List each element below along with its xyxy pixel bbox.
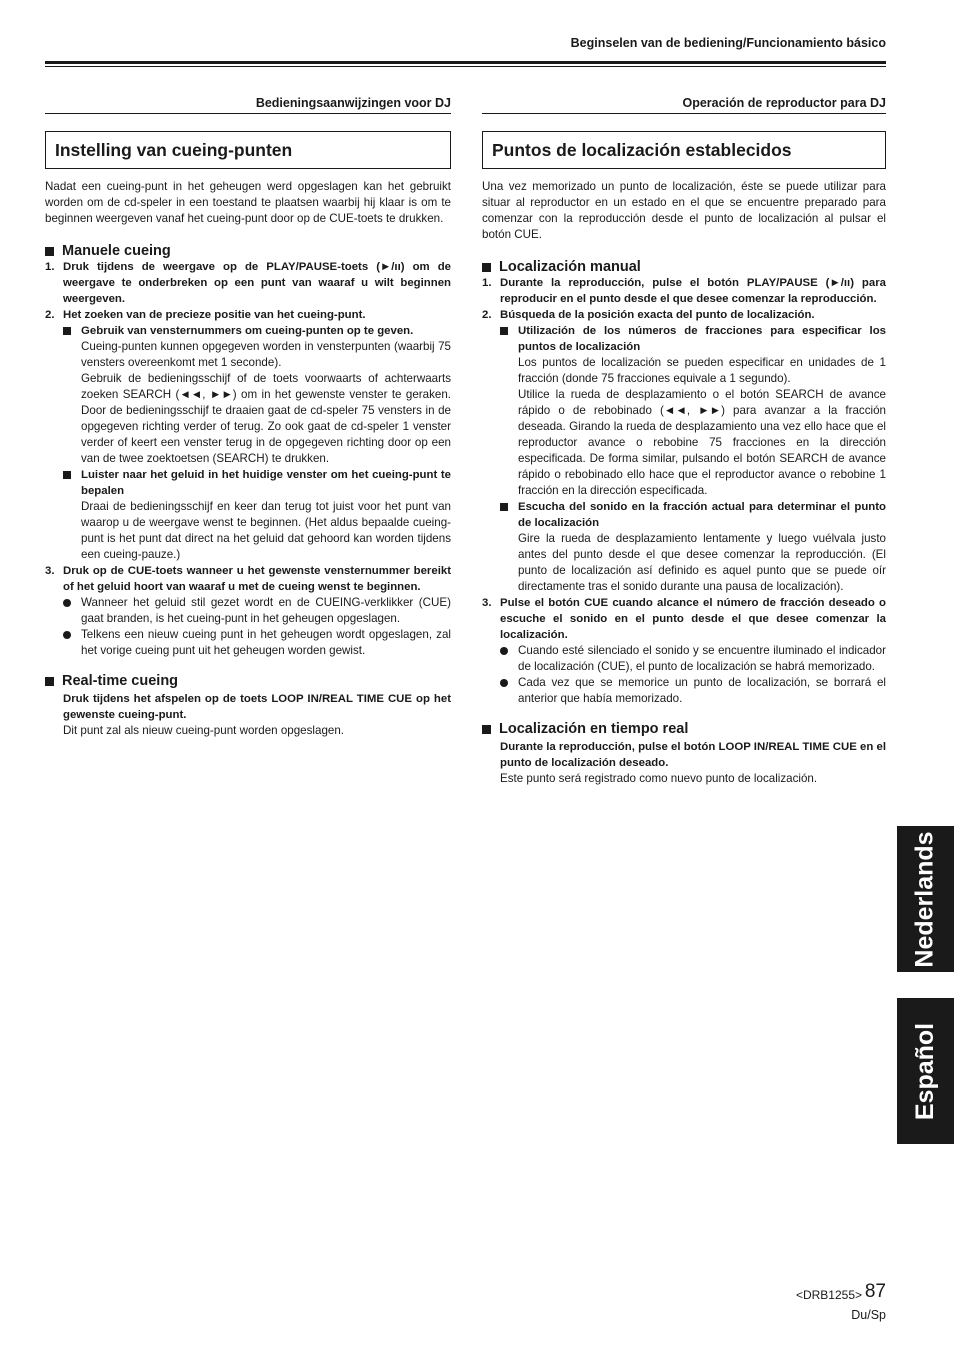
bullet-text: Cuando esté silenciado el sonido y se encuentre iluminado el indicador de localización (CUE), el punto de localización se habrá memorizado.: [518, 644, 886, 673]
intro-paragraph: Nadat een cueing-punt in het geheugen werd opgeslagen kan het gebruikt worden om de cd-speler in een toestand te plaatsen waarbij hij klaar is om te beginnen weergeven vanaf het cueing-punt door op de CUE-toets te drukken.: [45, 180, 451, 225]
square-bullet-icon: [45, 677, 54, 686]
step-1: [45, 259, 451, 307]
step-text: Druk tijdens de weergave op de PLAY/PAUSE-toets (►/ıı) om de weergave te onderbreken op een punt van waaraf u wilt beginnen weergeven.: [63, 261, 451, 305]
paragraph: Gire la rueda de desplazamiento lentamente y luego vuélvala justo antes del punto desde el que desee comenzar la reproducción. (El punto de localización así definido es aquel punto que se puede oír directamente tras el sonido durante una pausa de localización).: [518, 532, 886, 593]
bullet-item: [500, 643, 886, 675]
bullet-text: Wanneer het geluid stil gezet wordt en de CUEING-verklikker (CUE) gaat branden, is het cueing-punt in het geheugen opgeslagen.: [81, 596, 451, 625]
step-2: [45, 307, 451, 323]
header-rule-thin: [45, 66, 886, 67]
bullet-item: [500, 675, 886, 707]
round-bullet-icon: [63, 595, 81, 627]
step-3: [45, 563, 451, 595]
section-title: Puntos de localización establecidos: [482, 131, 886, 169]
column-heading: Operación de reproductor para DJ: [482, 96, 886, 114]
substep-listen: [63, 467, 451, 499]
step-number: 1.: [482, 277, 492, 289]
page-number: 87: [864, 1281, 886, 1302]
subheading-text: Localización manual: [499, 259, 641, 275]
document-code: <DRB1255>: [795, 1288, 862, 1302]
square-bullet-icon: [63, 467, 81, 499]
subheading-manual: [45, 243, 451, 259]
language-tab-nederlands: [897, 826, 954, 972]
substep-frames: [63, 323, 451, 339]
tab-label: Español: [911, 1022, 939, 1120]
square-bullet-icon: [45, 247, 54, 256]
realtime-note: Dit punt zal als nieuw cueing-punt worden opgeslagen.: [63, 724, 345, 737]
step-3: [482, 595, 886, 643]
tab-label: Nederlands: [911, 830, 940, 968]
running-header: Beginselen van de bediening/Funcionamiento básico: [570, 36, 886, 50]
paragraph: Los puntos de localización se pueden especificar en unidades de 1 fracción (donde 75 fracciones equivale a 1 segundo).: [518, 356, 886, 385]
column-heading: Bedieningsaanwijzingen voor DJ: [45, 96, 451, 114]
realtime-instruction: Durante la reproducción, pulse el botón LOOP IN/REAL TIME CUE en el punto de localización deseado.: [500, 741, 886, 769]
dutch-column: [45, 96, 451, 739]
step-number: 3.: [45, 565, 55, 577]
round-bullet-icon: [500, 643, 518, 675]
step-text: Durante la reproducción, pulse el botón PLAY/PAUSE (►/ıı) para reproducir en el punto desde el que desee comenzar la reproducción.: [500, 277, 886, 305]
language-tab-espanol: [897, 998, 954, 1144]
step-number: 1.: [45, 261, 55, 273]
subheading-realtime: [45, 673, 451, 689]
bullet-item: [63, 627, 451, 659]
step-text: Pulse el botón CUE cuando alcance el número de fracción deseado o escuche el sonido en el punto desde el que desee comenzar la localización.: [500, 597, 886, 641]
step-2: [482, 307, 886, 323]
intro-paragraph: Una vez memorizado un punto de localización, éste se puede utilizar para situar al reproductor en un estado en el que se encuentre preparado para comenzar con la reproducción desde el punto de localización al pulsar el botón CUE.: [482, 180, 886, 241]
step-text: Búsqueda de la posición exacta del punto de localización.: [500, 309, 815, 321]
paragraph: Draai de bedieningsschijf en keer dan terug tot juist voor het punt van waarop u de weergave wenst te beginnen. (Het aldus bepaalde cueing-punt is het punt dat direct na het geluid dat gehoord kan worden tijdens een cueing-pauze.): [81, 500, 451, 561]
subheading-text: Real-time cueing: [62, 673, 179, 689]
substep-heading: Luister naar het geluid in het huidige venster om het cueing-punt te bepalen: [81, 469, 451, 497]
substep-heading: Utilización de los números de fracciones para especificar los puntos de localización: [518, 325, 886, 353]
header-rule-thick: [45, 61, 886, 64]
step-number: 2.: [45, 309, 55, 321]
subheading-realtime: [482, 721, 886, 737]
bullet-item: [63, 595, 451, 627]
substep-heading: Gebruik van vensternummers om cueing-punten op te geven.: [81, 325, 414, 337]
realtime-note: Este punto será registrado como nuevo punto de localización.: [500, 772, 818, 785]
paragraph: Cueing-punten kunnen opgegeven worden in vensterpunten (waarbij 75 vensters overeenkomt met 1 seconde).: [81, 340, 451, 369]
step-number: 3.: [482, 597, 492, 609]
round-bullet-icon: [500, 675, 518, 707]
subheading-text: Manuele cueing: [62, 243, 171, 259]
substep-listen: [500, 499, 886, 531]
subheading-manual: [482, 259, 886, 275]
step-text: Druk op de CUE-toets wanneer u het gewenste vensternummer bereikt of het geluid hoort van waaraf u met de cueing wenst te beginnen.: [63, 565, 451, 593]
bullet-text: Cada vez que se memorice un punto de localización, se borrará el anterior que había memorizado.: [518, 676, 886, 705]
square-bullet-icon: [500, 323, 518, 355]
paragraph: Utilice la rueda de desplazamiento o el botón SEARCH de avance rápido o de rebobinado (◄◄, ►►) para avanzar a la fracción deseada. Girando la rueda de desplazamiento una vez ello hace que el reproductor avance o rebobine 75 fracciones en la dirección especificada. De forma similar, pulsando el botón SEARCH de avance rápido o rebobinado ello hace que el reproductor avance o rebobine 1 fracción en la dirección especificada.: [518, 388, 886, 497]
square-bullet-icon: [482, 725, 491, 734]
spanish-column: [482, 96, 886, 787]
substep-heading: Escucha del sonido en la fracción actual para determinar el punto de localización: [518, 501, 886, 529]
realtime-instruction: Druk tijdens het afspelen op de toets LOOP IN/REAL TIME CUE op het gewenste cueing-punt.: [63, 693, 451, 721]
substep-frames: [500, 323, 886, 355]
step-text: Het zoeken van de precieze positie van het cueing-punt.: [63, 309, 366, 321]
square-bullet-icon: [500, 499, 518, 531]
paragraph: Gebruik de bedieningsschijf of de toets voorwaarts of achterwaarts zoeken SEARCH (◄◄, ►►) om in het gewenste venster te geraken. Door de bedieningsschijf te draaien gaat de cd-speler 75 vensters in de opgegeven richting verder of terug. Zo ook gaat de cd-speler 1 venster verder of keert een venster terug in de opgegeven richting door op een van de twee zoektoetsen (SEARCH) te drukken.: [81, 372, 451, 465]
square-bullet-icon: [482, 263, 491, 272]
round-bullet-icon: [63, 627, 81, 659]
section-title: Instelling van cueing-punten: [45, 131, 451, 169]
step-number: 2.: [482, 309, 492, 321]
bullet-text: Telkens een nieuw cueing punt in het geheugen wordt opgeslagen, zal het vorige cueing punt uit het geheugen worden gewist.: [81, 628, 451, 657]
language-code: Du/Sp: [851, 1308, 886, 1322]
square-bullet-icon: [63, 323, 81, 339]
subheading-text: Localización en tiempo real: [499, 721, 689, 737]
step-1: [482, 275, 886, 307]
